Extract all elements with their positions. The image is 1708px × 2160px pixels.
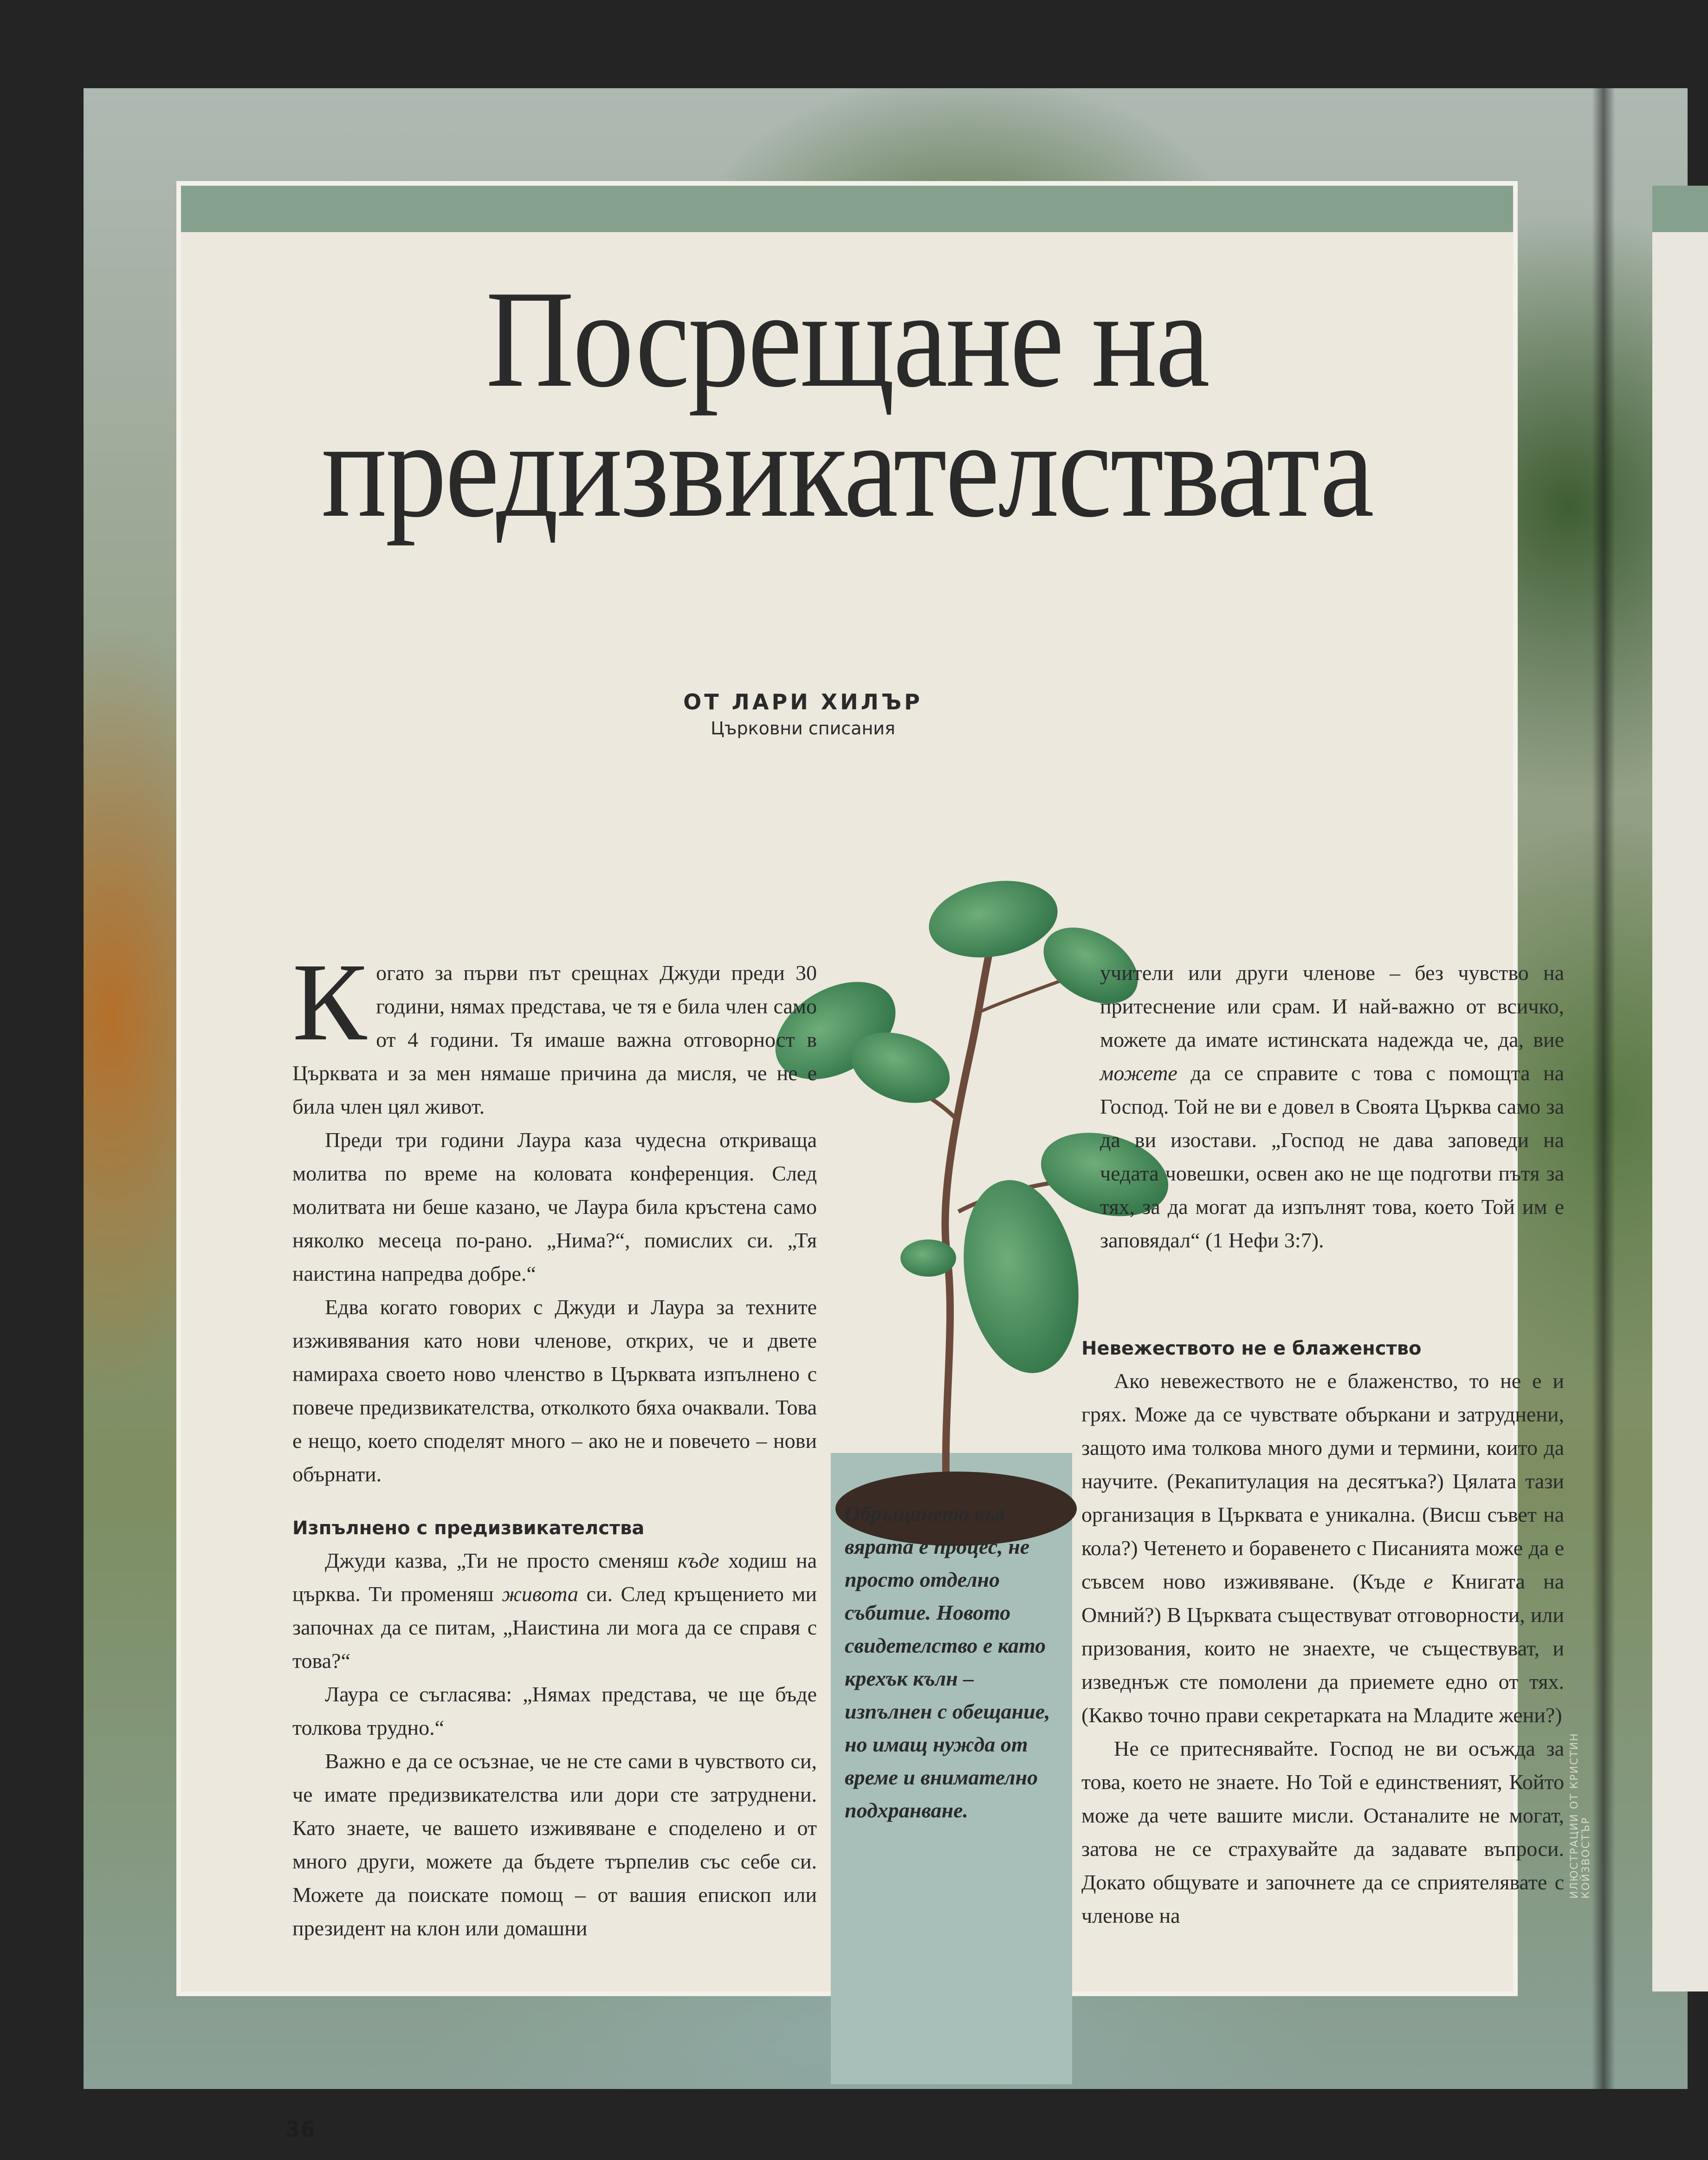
paragraph: Ако невежеството не е блаженство, то не е и грях. Може да се чувствате объркани и затруднени, защото има толкова много думи и термини, които да научите. (Рекапитулация на десятъка?) Цялата тази организация в Църквата е уникална. (Висш съвет на кола?) Четенето и боравенето с Писанията може да е съвсем ново изживяване. (Къде е Книгата на Омний?) В Църквата съществуват отговорности, или призования, които не знаехте, че съществуват, и изведнъж сте помолени да приемете едно от тях. (Какво точно прави секретарката на Младите жени?) <box>1081 1369 1565 1727</box>
next-page-panel <box>1652 186 1708 1991</box>
paragraph: Не се притеснявайте. Господ не ви осъжда за това, което не знаете. Но Той е единственият, Който може да чете вашите мисли. Останалите не могат, затова не се страхувайте да задавате въпроси. Докато общувате и започнете да се сприятелявате с членове на <box>1081 1737 1564 1927</box>
article-title <box>261 262 1433 546</box>
title-bar <box>181 186 1513 232</box>
author-organization: Църковни списания <box>711 718 895 739</box>
section-heading: Невежеството не е блаженство <box>1081 1338 1422 1359</box>
paragraph: Едва когато говорих с Джуди и Лаура за техните изживявания като нови членове, открих, че и двете намираха своето ново членство в Църквата изпълнено с повече предизвикателства, отколкото бяха очаквали. Това е нещо, което споделят много – ако не и повечето – нови обърнати. <box>292 1295 817 1486</box>
paragraph: учители или други членове – без чувство на притеснение или срам. И най-важно от всичко, можете да имате истинската надежда че, да, вие можете да се справите с това с помощта на Господ. Той не ви е довел в Своята Църква само за да ви изостави. „Господ не дава заповеди на чедата човешки, освен ако не ще подготви пътя за тях, за да могат да изпълнят това, което Той им е заповядал“ (1 Нефи 3:7). <box>1100 961 1564 1252</box>
next-page-title-bar <box>1652 186 1708 232</box>
byline <box>654 689 951 739</box>
paragraph: Преди три години Лаура каза чудесна откриваща молитва по време на коловата конференция. След молитвата ни беше казано, че Лаура била кръстена само няколко месеца по-рано. „Нима?“, помислих си. „Тя наистина напредва добре.“ <box>292 1128 817 1285</box>
author-name: ОТ ЛАРИ ХИЛЪР <box>683 689 923 714</box>
title-line-1: Посрещане на <box>485 262 1209 416</box>
drop-cap: К <box>292 940 367 1064</box>
paragraph: Когато за първи път срещнах Джуди преди 30 години, нямах представа, че тя е била член само от 4 години. Тя имаше важна отговорност в Църквата и за мен нямаше причина да мисля, че не е била член цял живот. <box>292 940 817 1118</box>
left-column <box>292 940 817 1945</box>
pullquote: Обръщането във вярата е процес, не просто отделно събитие. Новото свидетелство е като крехък кълн – изпълнен с обещание, но имащ нужда от време и внимателно подхранване. <box>845 1502 1050 1822</box>
page-number: 36 <box>285 2117 316 2142</box>
title-line-2: предизвикателствата <box>321 392 1373 546</box>
right-column-bottom <box>1081 1335 1564 1933</box>
page-fold <box>1592 88 1615 2089</box>
section-heading: Изпълнено с предизвикателства <box>292 1518 645 1539</box>
paragraph: Лаура се съгласява: „Нямах представа, че ще бъде толкова трудно.“ <box>292 1682 817 1739</box>
illustration-credit: ИЛЮСТРАЦИИ ОТ КРИСТИН КОЙЗВОСТЪР <box>1569 1732 1592 1899</box>
sapling-leaf <box>900 1239 956 1277</box>
right-column-top <box>1100 956 1564 1257</box>
paragraph: Джуди казва, „Ти не просто сменяш къде ходиш на църква. Ти променяш живота си. След кръщението ми започнах да се питам, „Наистина ли мога да се справя с това?“ <box>292 1549 817 1673</box>
paragraph: Важно е да се осъзнае, че не сте сами в чувството си, че имате предизвикателства или дори сте затруднени. Като знаете, че вашето изживяване е споделено и от много други, можете да бъдете търпелив със себе си. Можете да поискате помощ – от вашия епископ или президент на клон или домашни <box>292 1749 817 1940</box>
painted-background <box>84 88 1688 2142</box>
sapling-leaf <box>923 871 1064 967</box>
article-panel <box>181 186 1565 2142</box>
